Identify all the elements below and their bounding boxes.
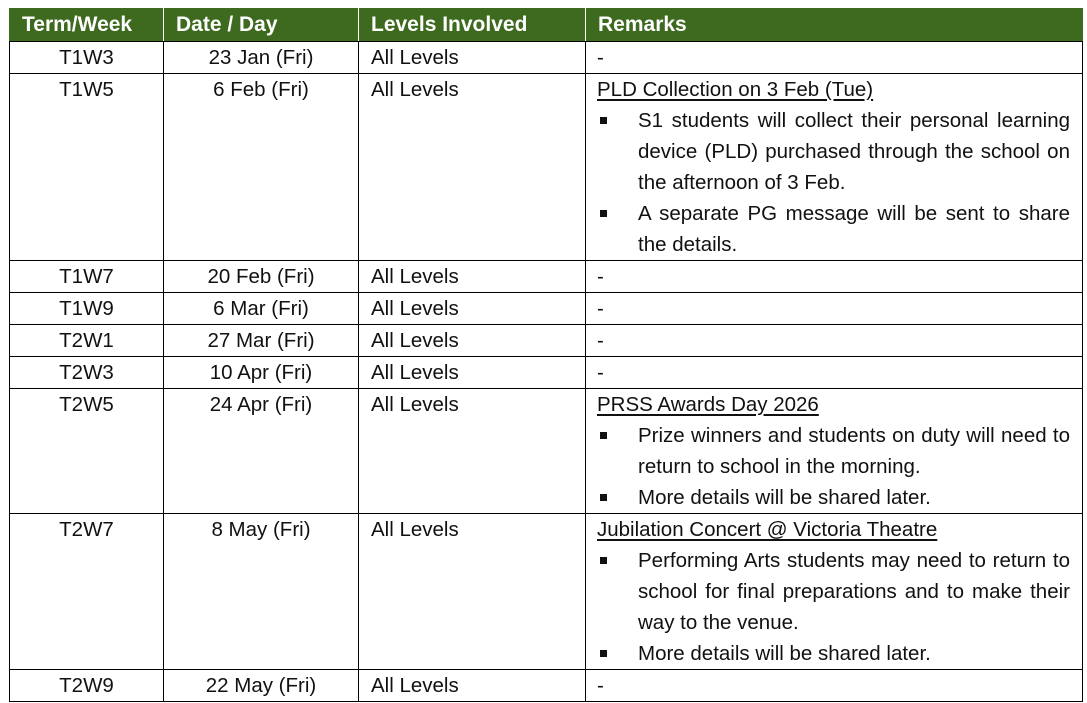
cell-week: T2W7 — [10, 514, 164, 670]
cell-date: 24 Apr (Fri) — [164, 389, 359, 514]
remark-bullet-text: More details will be shared later. — [638, 486, 931, 509]
header-date: Date / Day — [164, 8, 359, 42]
cell-week: T2W3 — [10, 357, 164, 389]
header-levels: Levels Involved — [359, 8, 586, 42]
cell-levels: All Levels — [359, 293, 586, 325]
square-bullet-icon — [600, 117, 607, 124]
remark-bullet-list — [597, 545, 1070, 669]
cell-week: T2W5 — [10, 389, 164, 514]
square-bullet-icon — [600, 557, 607, 564]
header-week: Term/Week — [10, 8, 164, 42]
cell-levels: All Levels — [359, 42, 586, 74]
remark-bullet — [597, 198, 1070, 260]
remark-bullet — [597, 420, 1070, 482]
square-bullet-icon — [600, 432, 607, 439]
remark-bullet — [597, 638, 1070, 669]
cell-week: T1W3 — [10, 42, 164, 74]
table-row — [10, 325, 1083, 357]
remark-heading: PRSS Awards Day 2026 — [597, 393, 819, 416]
schedule-sheet — [9, 8, 1082, 702]
remark-bullet — [597, 105, 1070, 198]
remark-bullet-list — [597, 105, 1070, 260]
cell-date: 23 Jan (Fri) — [164, 42, 359, 74]
cell-date: 20 Feb (Fri) — [164, 261, 359, 293]
cell-levels: All Levels — [359, 74, 586, 261]
header-row — [10, 8, 1083, 42]
cell-remarks: - — [586, 261, 1083, 293]
cell-week: T1W9 — [10, 293, 164, 325]
cell-week: T2W1 — [10, 325, 164, 357]
cell-date: 6 Mar (Fri) — [164, 293, 359, 325]
header-remarks: Remarks — [586, 8, 1083, 42]
cell-levels: All Levels — [359, 670, 586, 702]
cell-remarks — [586, 74, 1083, 261]
cell-week: T1W7 — [10, 261, 164, 293]
remark-bullet-text: S1 students will collect their personal learning device (PLD) purchased through the school on the afternoon of 3 Feb. — [638, 109, 1070, 194]
table-row — [10, 261, 1083, 293]
cell-levels: All Levels — [359, 389, 586, 514]
cell-date: 10 Apr (Fri) — [164, 357, 359, 389]
remark-heading: Jubilation Concert @ Victoria Theatre — [597, 518, 938, 541]
cell-week: T2W9 — [10, 670, 164, 702]
remark-bullet-text: Prize winners and students on duty will need to return to school in the morning. — [638, 424, 1070, 478]
remark-bullet — [597, 545, 1070, 638]
table-row — [10, 514, 1083, 670]
square-bullet-icon — [600, 650, 607, 657]
cell-date: 6 Feb (Fri) — [164, 74, 359, 261]
remark-bullet-text: A separate PG message will be sent to share the details. — [638, 202, 1070, 256]
schedule-table — [9, 8, 1083, 702]
cell-remarks: - — [586, 42, 1083, 74]
cell-levels: All Levels — [359, 325, 586, 357]
table-row — [10, 293, 1083, 325]
cell-levels: All Levels — [359, 357, 586, 389]
cell-date: 27 Mar (Fri) — [164, 325, 359, 357]
square-bullet-icon — [600, 210, 607, 217]
table-row — [10, 670, 1083, 702]
table-row — [10, 42, 1083, 74]
cell-remarks — [586, 514, 1083, 670]
remark-heading: PLD Collection on 3 Feb (Tue) — [597, 78, 874, 101]
remark-bullet-text: Performing Arts students may need to return to school for final preparations and to make their way to the venue. — [638, 549, 1070, 634]
cell-levels: All Levels — [359, 514, 586, 670]
cell-week: T1W5 — [10, 74, 164, 261]
cell-remarks: - — [586, 325, 1083, 357]
table-row — [10, 357, 1083, 389]
square-bullet-icon — [600, 494, 607, 501]
cell-remarks: - — [586, 293, 1083, 325]
cell-remarks: - — [586, 670, 1083, 702]
table-row — [10, 74, 1083, 261]
cell-levels: All Levels — [359, 261, 586, 293]
cell-date: 22 May (Fri) — [164, 670, 359, 702]
remark-bullet-text: More details will be shared later. — [638, 642, 931, 665]
table-row — [10, 389, 1083, 514]
cell-remarks: - — [586, 357, 1083, 389]
cell-remarks — [586, 389, 1083, 514]
cell-date: 8 May (Fri) — [164, 514, 359, 670]
remark-bullet-list — [597, 420, 1070, 513]
remark-bullet — [597, 482, 1070, 513]
